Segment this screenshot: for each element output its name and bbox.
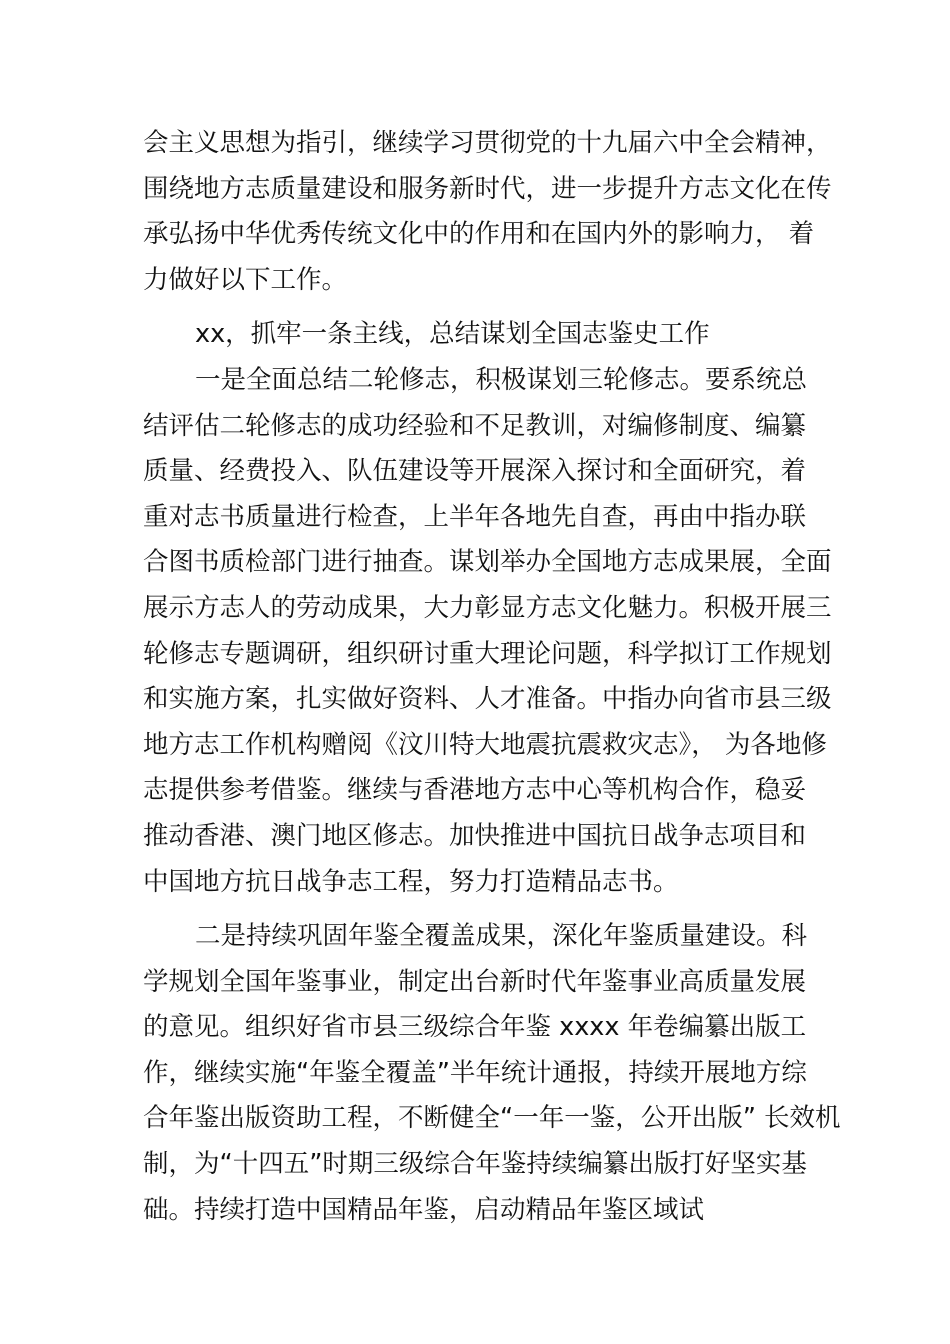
text-line: 合年鉴出版资助工程，不断健全“一年一鉴，公开出版” 长效机 xyxy=(143,1103,841,1134)
text-line: 会主义思想为指引，继续学习贯彻党的十九届六中全会精神， xyxy=(143,128,832,158)
text-line: 础。持续打造中国精品年鉴，启动精品年鉴区域试 xyxy=(143,1194,705,1225)
text-line: 地方志工作机构赠阅《汶川特大地震抗震救灾志》， 为各地修 xyxy=(143,729,827,760)
text-line: 志提供参考借鉴。继续与香港地方志中心等机构合作，稳妥 xyxy=(143,775,807,806)
document-body xyxy=(143,121,843,1233)
section-heading: xx，抓牢一条主线，总结谋划全国志鉴史工作 xyxy=(195,319,710,350)
text-line: 轮修志专题调研，组织研讨重大理论问题，科学拟订工作规划 xyxy=(143,638,832,669)
text-line: 制，为“十四五”时期三级综合年鉴持续编纂出版打好坚实基 xyxy=(143,1149,807,1180)
text-line: 推动香港、澳门地区修志。加快推进中国抗日战争志项目和 xyxy=(143,820,807,851)
text-line: 力做好以下工作。 xyxy=(143,264,348,295)
spacer xyxy=(143,905,843,914)
text-line: 承弘扬中华优秀传统文化中的作用和在国内外的影响力， 着 xyxy=(143,219,815,250)
text-line: 重对志书质量进行检查，上半年各地先自查，再由中指办联 xyxy=(143,501,807,532)
text-line: 展示方志人的劳动成果，大力彰显方志文化魅力。积极开展三 xyxy=(143,592,832,623)
text-line: 作，继续实施“年鉴全覆盖”半年统计通报，持续开展地方综 xyxy=(143,1057,807,1088)
text-line: 围绕地方志质量建设和服务新时代，进一步提升方志文化在传 xyxy=(143,173,832,204)
paragraph-start: 二是持续巩固年鉴全覆盖成果，深化年鉴质量建设。科 xyxy=(195,921,808,952)
text-line: 的意见。组织好省市县三级综合年鉴 xxxx 年卷编纂出版工 xyxy=(143,1012,807,1043)
text-line: 结评估二轮修志的成功经验和不足教训，对编修制度、编纂 xyxy=(143,410,807,441)
text-line: 和实施方案，扎实做好资料、人才准备。中指办向省市县三级 xyxy=(143,684,832,715)
text-line: 质量、经费投入、队伍建设等开展深入探讨和全面研究，着 xyxy=(143,456,807,487)
text-line: 学规划全国年鉴事业，制定出台新时代年鉴事业高质量发展 xyxy=(143,966,807,997)
paragraph-start: 一是全面总结二轮修志，积极谋划三轮修志。要系统总 xyxy=(195,364,808,395)
text-line: 中国地方抗日战争志工程，努力打造精品志书。 xyxy=(143,866,679,897)
spacer xyxy=(143,303,843,312)
text-line: 合图书质检部门进行抽查。谋划举办全国地方志成果展，全面 xyxy=(143,547,832,578)
